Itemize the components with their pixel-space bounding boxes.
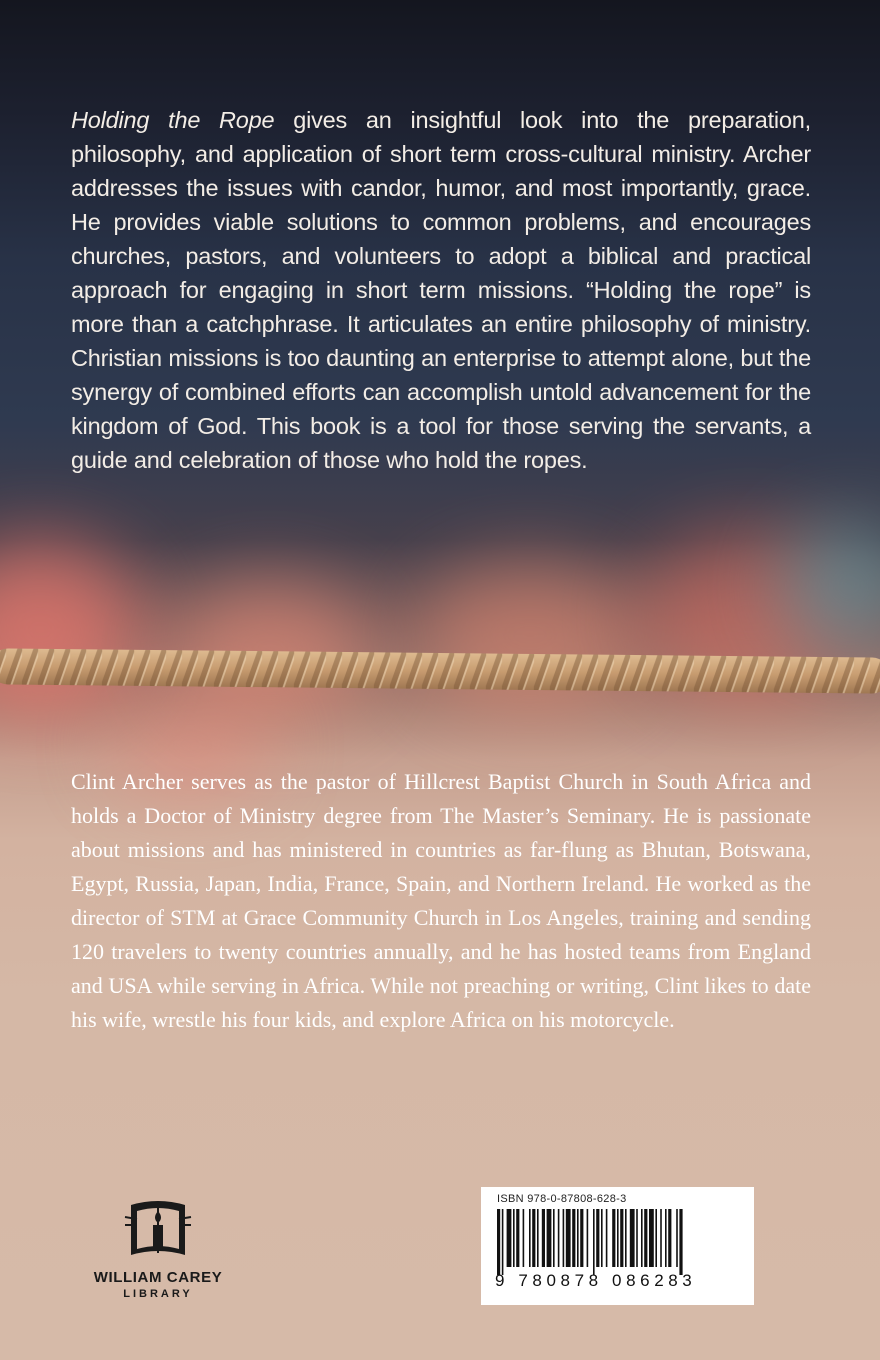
barcode-bar [617, 1209, 619, 1267]
barcode-bar [497, 1209, 500, 1275]
publisher-subtitle: LIBRARY [123, 1288, 193, 1300]
barcode-bar [572, 1209, 575, 1267]
barcode-bar [529, 1209, 531, 1267]
barcode-bar [636, 1209, 638, 1267]
barcode-bar [507, 1209, 512, 1267]
barcode-bar [587, 1209, 589, 1267]
isbn-label: ISBN 978-0-87808-628-3 [497, 1193, 627, 1205]
barcode-bar [620, 1209, 623, 1267]
barcode-bar [644, 1209, 647, 1267]
barcode-bar [668, 1209, 671, 1267]
barcode-bars [497, 1209, 739, 1275]
barcode-bar [542, 1209, 545, 1267]
barcode-bar [649, 1209, 654, 1267]
barcode-bar [566, 1209, 571, 1267]
barcode-bar [513, 1209, 515, 1267]
isbn-barcode [481, 1187, 754, 1305]
barcode-bar [641, 1209, 643, 1267]
barcode-bar [523, 1209, 525, 1267]
barcode-bar [547, 1209, 552, 1267]
barcode-bar [593, 1209, 595, 1275]
barcode-bar [655, 1209, 657, 1267]
barcode-bar [532, 1209, 535, 1267]
candle-book-icon [123, 1195, 193, 1265]
publisher-name: WILLIAM CAREY [93, 1269, 223, 1286]
barcode-digits: 9 780878 086283 [495, 1271, 697, 1290]
barcode-bar [580, 1209, 583, 1267]
barcode-bar [679, 1209, 682, 1275]
barcode-bar [665, 1209, 667, 1267]
book-title-italic: Holding the Rope [71, 107, 275, 133]
barcode-bar [502, 1209, 504, 1275]
barcode-bar [553, 1209, 555, 1267]
blurb-text: gives an insightful look into the preparation, philosophy, and application of short term cross-cultural ministry. Archer addresses the issues with candor, humor, and most importantly, grace. He provides viable solutions to common problems, and encourages churches, pastors, and volunteers to adopt a biblical and practical approach for engaging in short term missions. “Holding the rope” is more than a catchphrase. It articulates an entire philosophy of ministry. Christian missions is too daunting an enterprise to attempt alone, but the synergy of combined efforts can accomplish untold advancement for the kingdom of God. This book is a tool for those serving the servants, a guide and celebration of those who hold the ropes. [71, 107, 811, 473]
barcode-bar [563, 1209, 565, 1267]
barcode-bar [660, 1209, 662, 1267]
barcode-bar [596, 1209, 599, 1267]
barcode-bar [676, 1209, 678, 1267]
barcode-bar [516, 1209, 519, 1267]
barcode-bar [612, 1209, 615, 1267]
barcode-bar [601, 1209, 603, 1267]
author-bio: Clint Archer serves as the pastor of Hillcrest Baptist Church in South Africa and holds a Doctor of Ministry degree from The Master’s Seminary. He is passionate about missions and has ministered in countries as far-flung as Bhutan, Botswana, Egypt, Russia, Japan, India, France, Spain, and Northern Ireland. He worked as the director of STM at Grace Community Church in Los Angeles, training and sending 120 travelers to twenty countries annually, and he has hosted teams from England and USA while serving in Africa. While not preaching or writing, Clint likes to date his wife, wrestle his four kids, and explore Africa on his motorcycle. [71, 769, 811, 1032]
publisher-logo [70, 1195, 246, 1300]
barcode-bar [537, 1209, 539, 1267]
barcode-bar [630, 1209, 635, 1267]
barcode-bar [606, 1209, 608, 1267]
rope-image [0, 640, 880, 701]
back-cover-blurb [71, 103, 811, 477]
barcode-bar [558, 1209, 560, 1267]
barcode-bar [625, 1209, 627, 1267]
barcode-bar [577, 1209, 579, 1267]
